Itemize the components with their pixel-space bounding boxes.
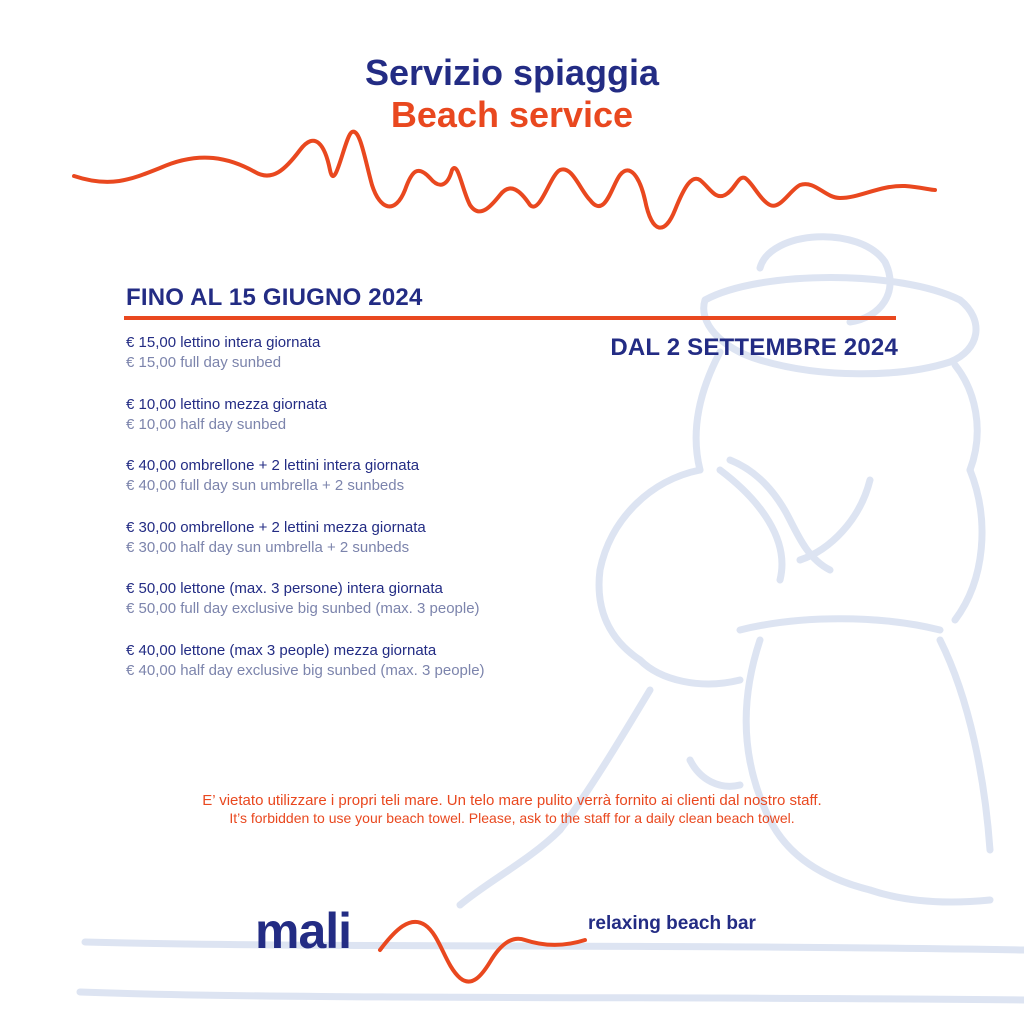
price-english: € 15,00 full day sunbed [126,354,282,371]
list-item [126,395,546,457]
price-english: € 30,00 half day sun umbrella + 2 sunbeds [126,538,410,556]
towel-notice-english: It’s forbidden to use your beach towel. Please, ask to the staff for a daily clean beach towel. [229,810,795,826]
price-italian: € 10,00 lettino mezza giornata [126,395,327,413]
price-english: € 40,00 full day sun umbrella + 2 sunbeds [126,477,405,494]
list-item [126,641,546,703]
brand-logo: mali [255,903,352,959]
list-item [126,333,546,395]
price-italian: € 50,00 lettone (max. 3 persone) intera giornata [126,580,443,597]
divider-line [124,316,896,320]
period-from-heading: DAL 2 SETTEMBRE 2024 [610,334,898,361]
price-english: € 40,00 half day exclusive big sunbed (max. 3 people) [126,661,485,679]
price-italian: € 15,00 lettino intera giornata [126,334,321,351]
towel-notice-italian: E’ vietato utilizzare i propri teli mare. Un telo mare pulito verrà fornito ai clienti dal nostro staff. [202,792,822,809]
price-italian: € 40,00 lettone (max 3 people) mezza giornata [126,641,437,659]
title-italian: Servizio spiaggia [364,52,660,93]
list-item [126,456,546,518]
price-english: € 50,00 full day exclusive big sunbed (max. 3 people) [126,600,480,617]
period-until-heading: FINO AL 15 GIUGNO 2024 [126,284,423,311]
price-italian: € 30,00 ombrellone + 2 lettini mezza giornata [126,518,426,536]
price-italian: € 40,00 ombrellone + 2 lettini intera giornata [126,457,420,474]
list-item [126,579,546,641]
price-english: € 10,00 half day sunbed [126,415,287,433]
wave-line [0,0,1024,260]
list-item [126,518,546,580]
brand-tagline: relaxing beach bar [588,913,756,934]
title-english: Beach service [390,94,634,135]
price-list [126,333,546,702]
